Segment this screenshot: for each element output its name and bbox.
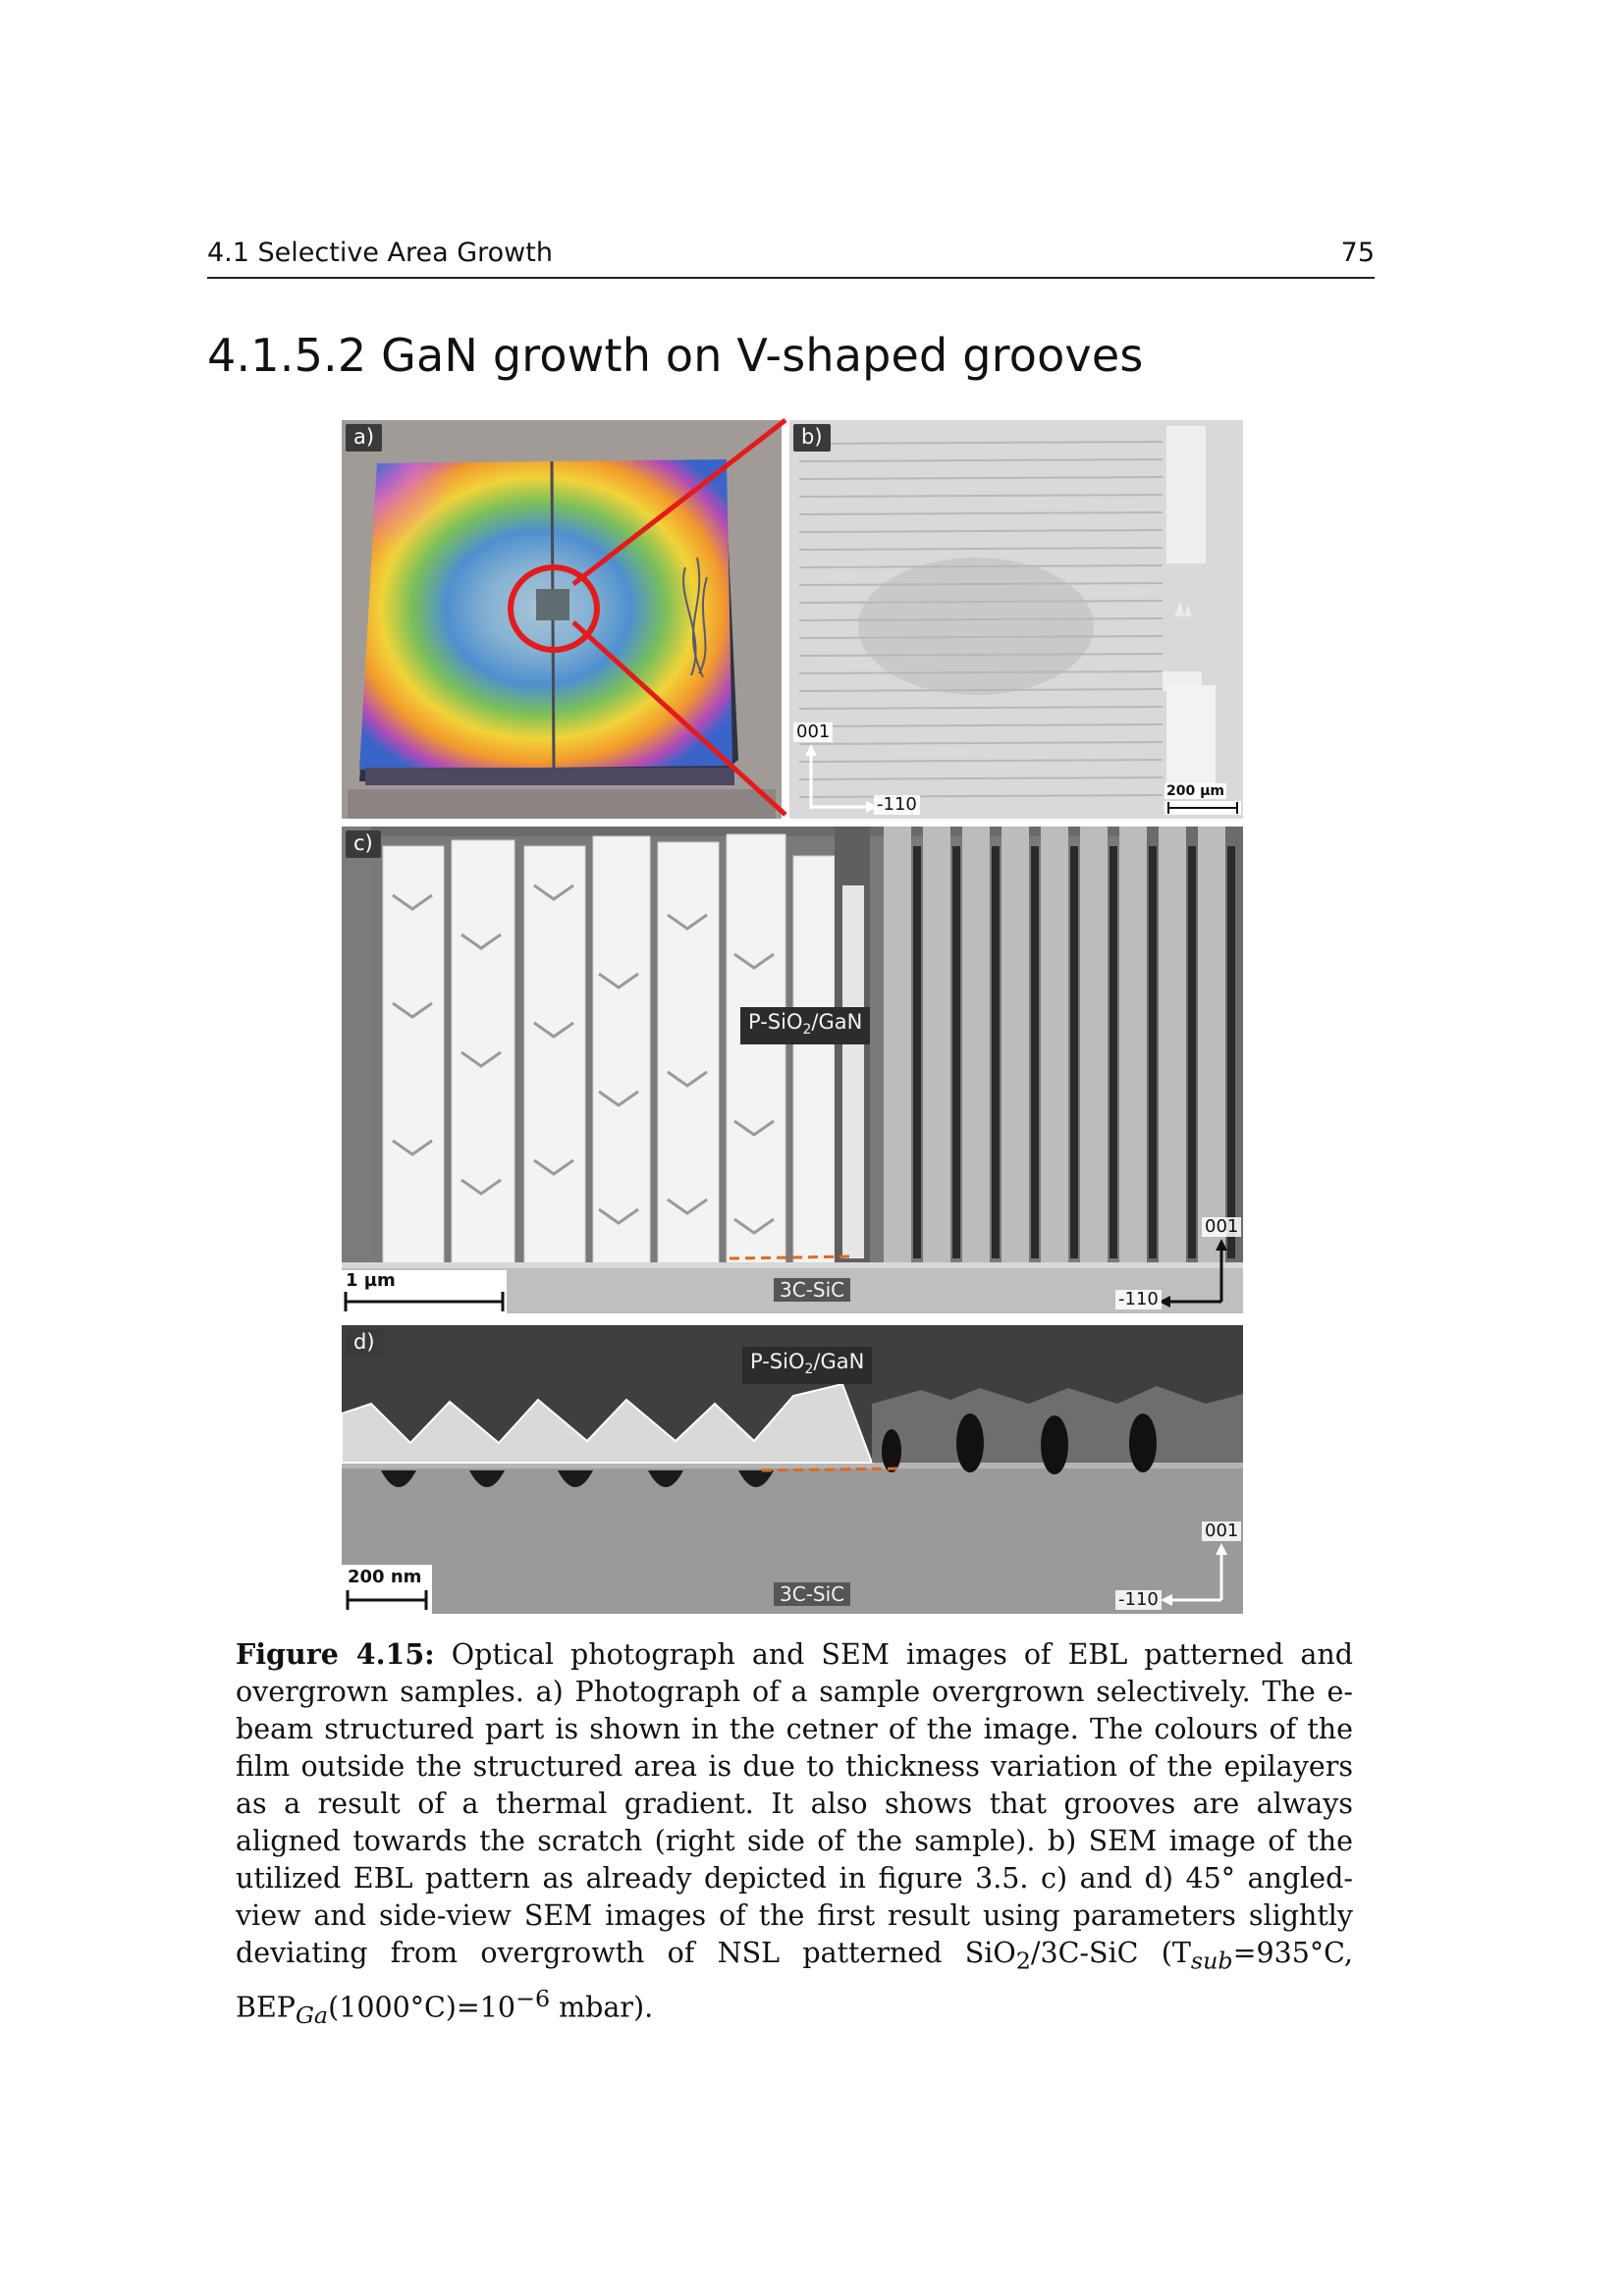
panel-d-scale-label: 200 nm (348, 1567, 422, 1587)
panel-d-axis-001: 001 (1202, 1522, 1241, 1541)
panel-d-material-top: P-SiO$_2$/GaN (742, 1347, 872, 1384)
panel-b-sem-pattern (789, 420, 1243, 819)
caption-text-5: mbar). (550, 1991, 654, 2024)
panel-d-axis-110: -110 (1115, 1590, 1162, 1610)
caption-sub-1: 2 (1015, 1947, 1031, 1975)
photo-sample-illustration (342, 420, 782, 819)
caption-text-3: =935°C, BEP (236, 1937, 1353, 2024)
caption-sub-3: Ga (295, 2001, 329, 2029)
running-head-section: 4.1 Selective Area Growth (207, 238, 553, 268)
panel-b-label: b) (793, 424, 831, 452)
panel-d-sem-side (342, 1325, 1243, 1614)
figure-caption (236, 1635, 1353, 2034)
panel-c-scale-label: 1 µm (346, 1270, 396, 1291)
caption-text-1: Optical photograph and SEM images of EBL patterned and overgrown samples. a) Photograph of a sample overgrown selectively. The e-beam structured part is shown in the cetner of the image. The colours of the film outside the structured area is due to thickness variation of the epilayers as a result of a thermal gradient. It also shows that grooves are always aligned towards the scratch (right side of the sample). b) SEM image of the utilized EBL pattern as already depicted in figure 3.5. c) and d) 45° angled-view and side-view SEM images of the first result using parameters slightly deviating from overgrowth of NSL patterned SiO (236, 1638, 1353, 1969)
panel-c-sem-angled (342, 827, 1243, 1313)
running-head (207, 234, 1375, 279)
panel-d-label: d) (346, 1329, 383, 1357)
panel-a-label: a) (346, 424, 382, 452)
panel-d-interface-line (762, 1468, 901, 1470)
panel-b-scale-label: 200 µm (1166, 783, 1224, 799)
figure-caption-tag: Figure 4.15: (236, 1637, 435, 1671)
panel-b-axis-110: -110 (874, 795, 920, 815)
caption-text-4: (1000°C)=10 (328, 1991, 516, 2024)
panel-c-axis-001: 001 (1202, 1217, 1241, 1237)
caption-text-2: /3C-SiC (T (1030, 1937, 1191, 1969)
caption-sup-1: −6 (515, 1984, 551, 2012)
panel-c-material-top: P-SiO$_2$/GaN (740, 1007, 870, 1044)
panel-a-photo (342, 420, 782, 819)
axis-arrows-icon (799, 744, 878, 813)
page-number: 75 (1340, 238, 1375, 268)
panel-c-axis-110: -110 (1115, 1290, 1162, 1309)
caption-sub-2: sub (1190, 1947, 1233, 1975)
panel-b-scale-bar (1164, 801, 1241, 815)
section-title: 4.1.5.2 GaN growth on V-shaped grooves (207, 329, 1144, 382)
panel-b-axis-001: 001 (793, 722, 833, 742)
panel-c-material-bottom: 3C-SiC (774, 1278, 850, 1302)
panel-d-material-bottom: 3C-SiC (774, 1582, 850, 1606)
panel-c-label: c) (346, 830, 381, 858)
angled-view-illustration (342, 827, 1243, 1313)
